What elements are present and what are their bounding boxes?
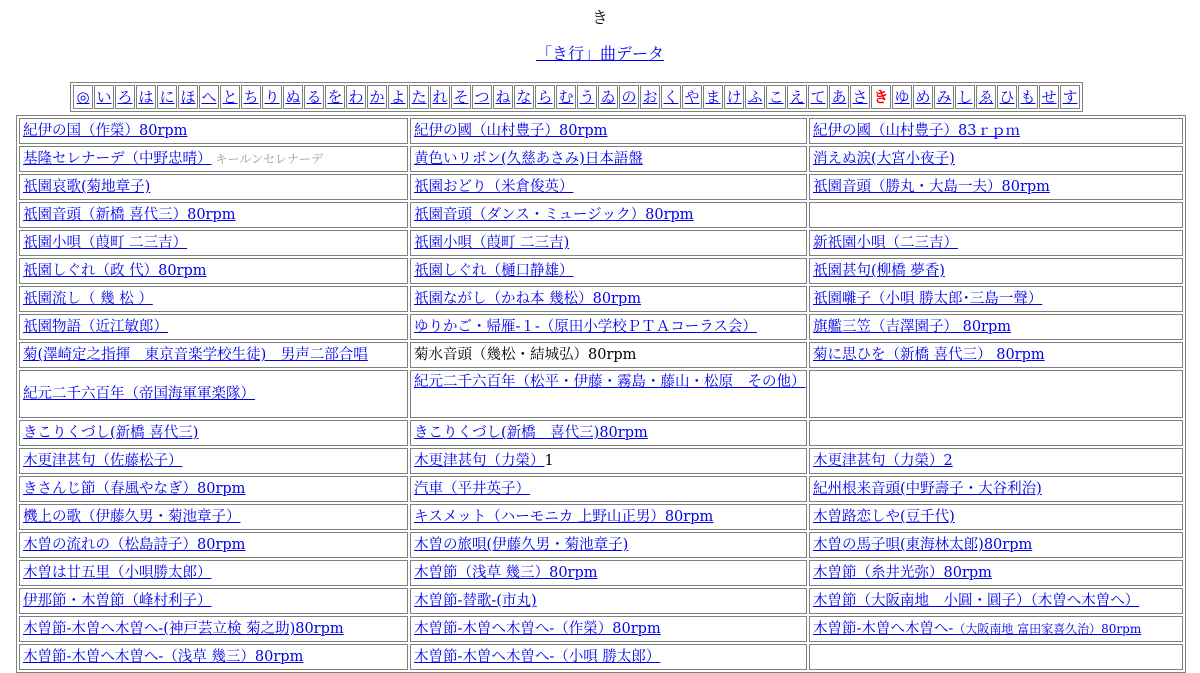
kana-nav-item[interactable]: し <box>955 85 975 109</box>
song-cell <box>809 476 1183 502</box>
kana-nav-item[interactable]: ゑ <box>976 85 996 109</box>
kana-nav-item[interactable]: す <box>1060 85 1080 109</box>
table-row <box>19 146 1183 172</box>
subtitle <box>0 44 1200 64</box>
table-row <box>19 476 1183 502</box>
song-cell <box>809 258 1183 284</box>
song-link[interactable]: 紀伊の国（作榮）80rpm <box>23 123 188 139</box>
kana-nav-item[interactable]: あ <box>829 85 849 109</box>
song-link[interactable]: 紀州根来音頭(中野壽子・大谷利治) <box>813 481 1042 497</box>
table-row <box>19 174 1183 200</box>
song-link[interactable]: 新祇園小唄（二三吉） <box>813 235 958 251</box>
kana-nav-item[interactable]: ゐ <box>598 85 618 109</box>
song-link[interactable]: 紀伊の國（山村豊子）80rpm <box>414 123 608 139</box>
empty-cell <box>809 202 1183 228</box>
kana-nav-item[interactable]: う <box>577 85 597 109</box>
kana-nav-item[interactable]: も <box>1018 85 1038 109</box>
kana-nav-item[interactable]: か <box>367 85 387 109</box>
song-link[interactable]: 祇園ながし（かね本 幾松）80rpm <box>414 291 642 307</box>
song-link[interactable]: きこりくづし(新橋 喜代三) <box>23 425 199 441</box>
song-link-detail[interactable]: （大阪南地 富田家喜久治）80rpm <box>953 622 1142 636</box>
song-cell <box>410 560 807 586</box>
table-row <box>19 616 1183 642</box>
song-cell <box>809 118 1183 144</box>
song-title-text: 菊水音頭（幾松・結城弘）80rpm <box>414 347 637 363</box>
song-link[interactable]: 旗艦三笠（吉澤園子） 80rpm <box>813 319 1012 335</box>
table-row <box>19 420 1183 446</box>
table-row <box>19 230 1183 256</box>
song-cell <box>410 174 807 200</box>
song-cell <box>19 504 408 530</box>
kana-nav-item[interactable]: こ <box>766 85 786 109</box>
kana-nav-item[interactable]: わ <box>346 85 366 109</box>
kana-nav-item[interactable]: と <box>220 85 240 109</box>
kana-nav-home[interactable]: ◎ <box>73 85 93 109</box>
song-link[interactable]: キスメット（ハーモニカ 上野山正男）80rpm <box>414 509 714 525</box>
song-cell <box>410 146 807 172</box>
kana-nav-item[interactable]: ひ <box>997 85 1017 109</box>
kana-nav-item[interactable]: い <box>94 85 114 109</box>
song-cell <box>410 504 807 530</box>
kana-nav-item[interactable]: ゆ <box>892 85 912 109</box>
kana-nav-item[interactable]: ち <box>241 85 261 109</box>
kana-nav-item[interactable]: な <box>514 85 534 109</box>
kana-nav-item[interactable]: せ <box>1039 85 1059 109</box>
song-link[interactable]: 木曽の流れの（松島詩子）80rpm <box>23 537 246 553</box>
kana-nav-item[interactable]: さ <box>850 85 870 109</box>
song-link[interactable]: 木曽の馬子唄(東海林太郎)80rpm <box>813 537 1033 553</box>
song-cell <box>410 588 807 614</box>
subtitle-link[interactable]: 「き行」曲データ <box>535 44 664 63</box>
table-row <box>19 314 1183 340</box>
song-cell <box>19 202 408 228</box>
song-cell <box>410 420 807 446</box>
kana-nav-item[interactable]: や <box>682 85 702 109</box>
song-link[interactable]: 消えぬ涙(大宮小夜子) <box>813 151 955 167</box>
song-cell <box>809 448 1183 474</box>
kana-nav-item[interactable]: を <box>325 85 345 109</box>
song-link[interactable]: 菊に思ひを（新橋 喜代三） 80rpm <box>813 347 1045 363</box>
song-cell <box>410 616 807 642</box>
kana-nav-item[interactable]: ふ <box>745 85 765 109</box>
kana-nav-item[interactable]: ろ <box>115 85 135 109</box>
song-link[interactable]: 祇園小唄（葭町 二三吉） <box>23 235 188 251</box>
table-row <box>19 504 1183 530</box>
song-cell <box>809 174 1183 200</box>
song-cell <box>809 588 1183 614</box>
kana-nav-item[interactable]: た <box>409 85 429 109</box>
song-cell <box>19 230 408 256</box>
empty-cell <box>809 420 1183 446</box>
song-cell <box>19 532 408 558</box>
song-cell <box>410 532 807 558</box>
kana-nav-item[interactable]: の <box>619 85 639 109</box>
kana-nav-item[interactable]: て <box>808 85 828 109</box>
song-link[interactable]: 祇園甚句(柳橋 夢香) <box>813 263 945 279</box>
kana-nav-item[interactable]: ま <box>703 85 723 109</box>
song-link[interactable]: 紀元二千六百年（松平・伊藤・霧島・藤山・松原 その他） <box>414 374 806 390</box>
song-link[interactable]: 祇園哀歌(菊地章子) <box>23 179 151 195</box>
song-cell <box>410 286 807 312</box>
song-cell <box>410 118 807 144</box>
kana-index-nav <box>70 82 1083 112</box>
song-link[interactable]: 祇園音頭（勝丸・大島一夫）80rpm <box>813 179 1050 195</box>
kana-nav-item[interactable]: に <box>157 85 177 109</box>
song-link[interactable]: 木曽節-木曽へ木曽へ-（作榮）80rpm <box>414 621 661 637</box>
song-cell <box>19 476 408 502</box>
kana-nav-item[interactable]: よ <box>388 85 408 109</box>
kana-nav-item[interactable]: つ <box>472 85 492 109</box>
table-row <box>19 644 1183 670</box>
song-link[interactable]: 伊那節・木曽節（峰村利子） <box>23 593 212 609</box>
song-cell <box>19 616 408 642</box>
kana-nav-item[interactable]: れ <box>430 85 450 109</box>
song-link[interactable]: 木曽の旅唄(伊藤久男・菊池章子) <box>414 537 629 553</box>
song-cell <box>809 146 1183 172</box>
kana-nav-item[interactable]: り <box>262 85 282 109</box>
kana-nav-item[interactable]: は <box>136 85 156 109</box>
kana-nav-item[interactable]: お <box>640 85 660 109</box>
song-link[interactable]: 祇園しぐれ（政 代）80rpm <box>23 263 207 279</box>
kana-nav-item[interactable]: ぬ <box>283 85 303 109</box>
song-link[interactable]: 木曽節-木曽へ木曽へ-（浅草 幾三）80rpm <box>23 649 304 665</box>
song-cell <box>410 370 807 418</box>
song-link[interactable]: 木曽節-木曽へ木曽へ-(神戸芸立検 菊之助)80rpm <box>23 621 344 637</box>
song-cell <box>809 342 1183 368</box>
song-cell <box>809 286 1183 312</box>
song-link[interactable]: 祇園囃子（小唄 勝太郎･三島一聲） <box>813 291 1043 307</box>
song-cell <box>809 230 1183 256</box>
song-link[interactable]: 機上の歌（伊藤久男・菊池章子） <box>23 509 241 525</box>
kana-nav-item[interactable]: む <box>556 85 576 109</box>
song-cell <box>809 532 1183 558</box>
song-note: キールンセレナーデ <box>215 152 323 166</box>
song-link[interactable]: 祇園音頭（ダンス・ミュージック）80rpm <box>414 207 694 223</box>
table-row <box>19 370 1183 418</box>
song-link[interactable]: 木更津甚句（力榮） <box>414 453 545 469</box>
song-link[interactable]: 黄色いリボン(久慈あさみ)日本語盤 <box>414 151 643 167</box>
song-link[interactable]: 木曽節-木曽へ木曽へ-（小唄 勝太郎） <box>414 649 661 665</box>
table-row <box>19 258 1183 284</box>
song-cell <box>19 118 408 144</box>
song-cell <box>410 476 807 502</box>
song-cell <box>410 448 807 474</box>
song-link[interactable]: 木曽節-木曽へ木曽へ- <box>813 621 954 637</box>
song-link[interactable]: 木曽節（浅草 幾三）80rpm <box>414 565 598 581</box>
table-row <box>19 202 1183 228</box>
song-cell <box>19 370 408 418</box>
song-cell <box>809 560 1183 586</box>
song-cell <box>410 314 807 340</box>
song-cell <box>19 560 408 586</box>
kana-nav-item[interactable]: ら <box>535 85 555 109</box>
song-link[interactable]: 木曽は廿五里（小唄勝太郎） <box>23 565 212 581</box>
song-link[interactable]: ゆりかご・帰雁-１-（原田小学校ＰＴＡコーラス会） <box>414 319 757 335</box>
song-link[interactable]: 木曽節（糸井光弥）80rpm <box>813 565 992 581</box>
song-cell <box>19 420 408 446</box>
song-link[interactable]: 木曽節（大阪南地 小圓・圓子）（木曽へ木曽へ） <box>813 593 1140 609</box>
kana-nav-item[interactable]: み <box>934 85 954 109</box>
song-cell <box>19 314 408 340</box>
kana-nav-item[interactable]: め <box>913 85 933 109</box>
kana-nav-item[interactable]: ほ <box>178 85 198 109</box>
song-link[interactable]: 木曽節-替歌-(市丸) <box>414 593 537 609</box>
song-cell <box>19 644 408 670</box>
table-row <box>19 560 1183 586</box>
song-cell <box>809 616 1183 642</box>
song-link[interactable]: 祇園しぐれ（樋口静雄） <box>414 263 574 279</box>
empty-cell <box>809 644 1183 670</box>
song-table <box>16 115 1186 673</box>
song-cell <box>19 146 408 172</box>
table-row <box>19 118 1183 144</box>
song-link[interactable]: 木曽路恋しや(豆千代) <box>813 509 955 525</box>
kana-nav-item[interactable]: く <box>661 85 681 109</box>
song-link[interactable]: 祇園流し（ 幾 松 ） <box>23 291 153 307</box>
page-title: き <box>591 8 608 27</box>
song-cell <box>410 230 807 256</box>
song-cell <box>410 258 807 284</box>
song-link[interactable]: 木更津甚句（力榮）2 <box>813 453 953 469</box>
song-cell <box>19 588 408 614</box>
song-cell <box>410 342 807 368</box>
kana-nav-item[interactable]: ね <box>493 85 513 109</box>
song-link[interactable]: 汽車（平井英子） <box>414 481 530 497</box>
song-cell <box>19 448 408 474</box>
table-row <box>19 448 1183 474</box>
song-link[interactable]: 菊(澤崎定之指揮 東京音楽学校生徒) 男声二部合唱 <box>23 347 368 363</box>
song-cell <box>19 286 408 312</box>
song-cell <box>19 174 408 200</box>
song-cell <box>410 202 807 228</box>
empty-cell <box>809 370 1183 418</box>
kana-nav-item[interactable]: き <box>871 85 891 109</box>
kana-nav-item[interactable]: え <box>787 85 807 109</box>
song-link[interactable]: 祇園物語（近江敏郎） <box>23 319 168 335</box>
song-cell <box>19 258 408 284</box>
song-link[interactable]: きさんじ節（春風やなぎ）80rpm <box>23 481 246 497</box>
kana-nav-item[interactable]: へ <box>199 85 219 109</box>
song-link[interactable]: 祇園おどり（米倉俊英） <box>414 179 574 195</box>
song-link[interactable]: 基隆セレナーデ（中野忠晴） <box>23 151 212 167</box>
song-cell <box>809 314 1183 340</box>
song-link[interactable]: 祇園音頭（新橋 喜代三）80rpm <box>23 207 236 223</box>
kana-nav-item[interactable]: そ <box>451 85 471 109</box>
kana-nav-item[interactable]: け <box>724 85 744 109</box>
table-row <box>19 342 1183 368</box>
song-link[interactable]: 紀伊の國（山村豊子）83ｒｐｍ <box>813 123 1020 139</box>
song-cell <box>19 342 408 368</box>
kana-nav-item[interactable]: る <box>304 85 324 109</box>
table-row <box>19 286 1183 312</box>
song-link[interactable]: きこりくづし(新橋 喜代三)80rpm <box>414 425 648 441</box>
table-row <box>19 532 1183 558</box>
song-link[interactable]: 木更津甚句（佐藤松子） <box>23 453 183 469</box>
song-link[interactable]: 祇園小唄（葭町 二三吉) <box>414 235 570 251</box>
song-link[interactable]: 紀元二千六百年（帝国海軍軍楽隊） <box>23 386 255 402</box>
table-row <box>19 588 1183 614</box>
song-cell <box>410 644 807 670</box>
song-cell <box>809 504 1183 530</box>
song-suffix: 1 <box>544 453 554 469</box>
